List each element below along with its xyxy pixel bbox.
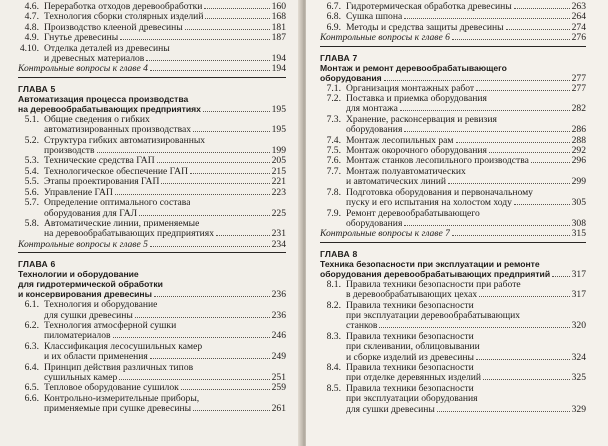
toc-entry [320, 115, 586, 125]
toc-entry [320, 405, 586, 415]
entry-title: Общие сведения о гибких [44, 114, 150, 125]
entry-number: 8.5. [326, 382, 341, 394]
leader-dots [185, 29, 270, 30]
toc-entry [18, 300, 286, 310]
chapter-title-line [18, 289, 286, 300]
toc-entry [320, 136, 586, 146]
entry-title: Контрольные вопросы к главе 7 [320, 229, 450, 240]
entry-title: для сушки древесины [44, 310, 133, 321]
entry-page-number: 181 [271, 21, 286, 33]
entry-page-number: 276 [571, 32, 586, 44]
toc-entry [18, 136, 286, 146]
toc-entry [320, 177, 586, 187]
entry-page-number: 194 [271, 63, 286, 75]
entry-page-number: 231 [271, 228, 286, 240]
entry-title: Гидротермическая обработка древесины [346, 2, 512, 12]
toc-entry [18, 12, 286, 22]
entry-number: 5.8. [24, 217, 39, 229]
entry-title: при эксплуатации деревообрабатывающих [346, 310, 521, 321]
toc-entry [320, 219, 586, 229]
chapter-title-line: Техника безопасности при эксплуатации и ремонте [320, 258, 540, 269]
chapter-title-line: Автоматизация процесса производства [18, 93, 189, 104]
entry-title: Технология и оборудование [44, 300, 158, 311]
leader-dots [115, 194, 270, 195]
toc-questions-entry [18, 240, 286, 250]
toc-entry [320, 394, 586, 404]
entry-title: сушильных камер [44, 372, 118, 383]
chapter-title-text: оборудования [320, 72, 382, 83]
entry-title: оборудования [346, 125, 403, 136]
entry-title: Правила техники безопасности [346, 331, 474, 342]
leader-dots [476, 90, 570, 91]
toc-entry [320, 84, 586, 94]
entry-title: Правила техники безопасности при работе [346, 279, 521, 290]
entry-number: 5.1. [24, 113, 39, 125]
toc-entry [18, 331, 286, 341]
entry-title: Отделка деталей из древесины [44, 43, 170, 54]
entry-number: 4.8. [24, 21, 39, 33]
toc-entry [18, 2, 286, 12]
leader-dots [119, 379, 269, 380]
toc-entry [320, 94, 586, 104]
entry-number: 5.4. [24, 165, 39, 177]
entry-title: Технология сборки столярных изделий [44, 12, 204, 23]
entry-title: автоматизированных производствах [44, 125, 192, 136]
toc-entry [320, 363, 586, 373]
divider [320, 46, 586, 47]
toc-entry [320, 125, 586, 135]
entry-title: Монтаж станков лесопильного производства [346, 156, 529, 167]
toc-entry [320, 384, 586, 394]
chapter-6 [18, 259, 286, 414]
entry-number: 6.2. [24, 319, 39, 331]
toc-entry [18, 167, 286, 177]
entry-page-number: 246 [271, 330, 286, 342]
entry-title: при эксплуатации оборудования [346, 394, 478, 405]
chapter-title-line: Монтаж и ремонт деревообрабатывающего [320, 62, 507, 73]
leader-dots [476, 359, 570, 360]
entry-page-number: 282 [571, 103, 586, 115]
entry-title: Структура гибких автоматизированных [44, 135, 206, 146]
toc-entry [18, 321, 286, 331]
toc-questions-entry [320, 33, 586, 43]
toc-entry [320, 342, 586, 352]
entry-number: 7.9. [326, 207, 341, 219]
entry-title: и их области применения [44, 352, 148, 363]
entry-page-number: 199 [271, 145, 286, 157]
leader-dots [150, 70, 270, 71]
toc-entry [320, 198, 586, 208]
entry-number: 6.6. [24, 392, 39, 404]
entry-number: 7.3. [326, 113, 341, 125]
chapter-title-text: на деревообрабатывающих предприятиях [18, 103, 201, 114]
entry-page-number: 308 [571, 217, 586, 229]
entry-number: 5.3. [24, 155, 39, 167]
toc-entry [320, 104, 586, 114]
entry-title: Контрольные вопросы к главе 6 [320, 33, 450, 44]
entry-title: Правила техники безопасности [346, 362, 474, 373]
toc-entry [320, 156, 586, 166]
chapter-page-number: 317 [571, 268, 586, 280]
toc-entry [320, 321, 586, 331]
entry-page-number: 205 [271, 155, 286, 167]
entry-number: 7.2. [326, 93, 341, 105]
leader-dots [193, 410, 269, 411]
entry-title: Контрольные вопросы к главе 5 [18, 239, 148, 250]
toc-entry [320, 353, 586, 363]
chapter-page-number: 195 [271, 103, 286, 115]
divider [320, 242, 586, 243]
entry-page-number: 296 [571, 155, 586, 167]
leader-dots [506, 29, 570, 30]
entry-title: Производство клееной древесины [44, 22, 183, 33]
leader-dots [384, 80, 570, 81]
entry-title: Монтаж лесопильных рам [346, 135, 454, 146]
leader-dots [193, 131, 270, 132]
entry-title: Автоматические линии, применяемые [44, 218, 200, 229]
entry-title: Переработка отходов деревообработки [44, 2, 203, 12]
entry-title: Технические средства ГАП [44, 156, 155, 167]
entry-title: Поставка и приемка оборудования [346, 94, 487, 105]
entry-number: 5.2. [24, 134, 39, 146]
toc-entry [18, 54, 286, 64]
entry-page-number: 251 [271, 371, 286, 383]
leader-dots [157, 162, 270, 163]
toc-entry [320, 209, 586, 219]
entry-title: Правила техники безопасности [346, 383, 474, 394]
entry-number: 5.6. [24, 186, 39, 198]
entry-title: Технология атмосферной сушки [44, 320, 177, 331]
leader-dots [448, 183, 570, 184]
leader-dots [150, 246, 270, 247]
leader-dots [120, 39, 269, 40]
entry-page-number: 225 [271, 207, 286, 219]
chapter-8 [320, 249, 586, 415]
entry-page-number: 292 [571, 145, 586, 157]
toc-entry [320, 2, 586, 12]
entry-page-number: 234 [271, 238, 286, 250]
entry-page-number: 215 [271, 165, 286, 177]
leader-dots [161, 183, 269, 184]
entry-title: Принцип действия различных типов [44, 362, 194, 373]
entry-page-number: 299 [571, 176, 586, 188]
entry-page-number: 305 [571, 197, 586, 209]
entry-title: при отделке деревянных изделий [346, 373, 482, 384]
entry-page-number: 160 [271, 1, 286, 12]
toc-entry [18, 209, 286, 219]
toc-entry [18, 23, 286, 33]
leader-dots [400, 110, 570, 111]
toc-entry [320, 311, 586, 321]
chapter-7 [320, 53, 586, 240]
leader-dots [552, 276, 569, 277]
entry-number: 4.9. [24, 32, 39, 44]
entry-number: 8.4. [326, 361, 341, 373]
entry-title: Управление ГАП [44, 187, 113, 198]
chapter-title-line [320, 269, 586, 280]
leader-dots [514, 204, 570, 205]
toc-entry [18, 115, 286, 125]
entry-page-number: 288 [571, 134, 586, 146]
entry-number: 4.10. [19, 42, 39, 54]
leader-dots [146, 60, 269, 61]
entry-number: 6.9. [326, 21, 341, 33]
toc-entry [18, 404, 286, 414]
left-page [0, 0, 302, 446]
toc-entry [18, 352, 286, 362]
entry-page-number: 274 [571, 21, 586, 33]
leader-dots [97, 152, 270, 153]
entry-page-number: 194 [271, 53, 286, 65]
entry-number: 8.1. [326, 278, 341, 290]
leader-dots [404, 225, 569, 226]
entry-title: Гнутье древесины [44, 33, 119, 44]
entry-number: 7.6. [326, 155, 341, 167]
entry-page-number: 223 [271, 186, 286, 198]
chapter-title-text: и консервирования древесины [18, 289, 152, 300]
entry-page-number: 286 [571, 124, 586, 136]
toc-questions-entry [320, 229, 586, 239]
toc-entry [320, 290, 586, 300]
leader-dots [139, 215, 269, 216]
toc-entry [320, 12, 586, 22]
entry-number: 6.1. [24, 299, 39, 311]
toc-entry [18, 198, 286, 208]
entry-number: 4.7. [24, 11, 39, 23]
leader-dots [154, 296, 270, 297]
toc-entry [18, 33, 286, 43]
entry-page-number: 168 [271, 11, 286, 23]
entry-title: оборудования [346, 218, 403, 229]
entry-title: оборудования для ГАЛ [44, 208, 138, 219]
chapter-label: ГЛАВА 8 [320, 248, 358, 259]
entry-page-number: 264 [571, 11, 586, 23]
entry-title: при склеивании, облицовывании [346, 342, 480, 353]
chapter-label: ГЛАВА 7 [320, 52, 358, 63]
entry-title: Контрольно-измерительные приборы, [44, 393, 200, 404]
leader-dots [483, 379, 570, 380]
entry-title: производств [44, 146, 95, 157]
entry-page-number: 263 [571, 1, 586, 12]
leader-dots [479, 296, 569, 297]
entry-page-number: 325 [571, 372, 586, 384]
entry-title: для сушки древесины [346, 404, 435, 415]
toc-entry [320, 301, 586, 311]
leader-dots [452, 235, 570, 236]
toc-entry [320, 332, 586, 342]
toc-entry [18, 188, 286, 198]
entry-title: Монтаж полуавтоматических [346, 166, 466, 177]
entry-page-number: 324 [571, 351, 586, 363]
entry-page-number: 320 [571, 320, 586, 332]
chapter-page-number: 277 [571, 72, 586, 84]
entry-title: Ремонт деревообрабатывающего [346, 208, 480, 219]
entry-page-number: 259 [271, 382, 286, 394]
entry-title: Контрольные вопросы к главе 4 [18, 64, 148, 75]
leader-dots [203, 111, 270, 112]
entry-number: 7.4. [326, 134, 341, 146]
entry-number: 7.8. [326, 186, 341, 198]
chapter-label: ГЛАВА 6 [18, 259, 56, 270]
toc-entry [18, 125, 286, 135]
leader-dots [204, 8, 269, 9]
toc-entry [18, 44, 286, 54]
divider [18, 252, 286, 253]
toc-entry [18, 342, 286, 352]
entry-title: и автоматических линий [346, 177, 446, 188]
toc-entry [18, 146, 286, 156]
right-top-entries [320, 2, 586, 44]
toc-entry [320, 167, 586, 177]
entry-page-number: 236 [271, 309, 286, 321]
toc-entry [320, 373, 586, 383]
entry-title: станков [346, 321, 378, 332]
leader-dots [379, 327, 569, 328]
leader-dots [404, 131, 569, 132]
entry-number: 7.7. [326, 165, 341, 177]
entry-number: 7.1. [326, 82, 341, 94]
leader-dots [190, 173, 270, 174]
entry-number: 4.6. [24, 1, 39, 12]
toc-entry [320, 23, 586, 33]
leader-dots [113, 337, 270, 338]
toc-entry [18, 219, 286, 229]
entry-title: Хранение, расконсервация и ревизия [346, 114, 497, 125]
leader-dots [150, 358, 270, 359]
left-top-entries [18, 2, 286, 75]
chapter-title-line [18, 104, 286, 115]
toc-entry [18, 177, 286, 187]
toc-entry [320, 146, 586, 156]
chapter-title-line: для гидротермической обработки [18, 279, 163, 290]
entry-title: Определение оптимального состава [44, 198, 191, 209]
entry-number: 6.8. [326, 11, 341, 23]
leader-dots [452, 39, 570, 40]
entry-title: применяемые при сушке древесины [44, 404, 192, 415]
entry-title: Технологическое обеспечение ГАП [44, 166, 189, 177]
toc-entry [18, 156, 286, 166]
leader-dots [216, 235, 270, 236]
entry-title: Этапы проектирования ГАП [44, 177, 160, 188]
chapter-title-line [320, 73, 586, 84]
entry-page-number: 329 [571, 403, 586, 415]
toc-entry [320, 188, 586, 198]
leader-dots [531, 162, 570, 163]
entry-title: Методы и средства защиты древесины [346, 22, 504, 33]
entry-title: в деревообрабатывающих цехах [346, 290, 478, 301]
entry-page-number: 187 [271, 32, 286, 44]
entry-page-number: 277 [571, 82, 586, 94]
entry-title: пиломатериалов [44, 331, 111, 342]
entry-title: Организация монтажных работ [346, 83, 475, 94]
entry-number: 6.5. [24, 382, 39, 394]
chapter-label: ГЛАВА 5 [18, 83, 56, 94]
entry-page-number: 261 [271, 403, 286, 415]
leader-dots [514, 8, 570, 9]
leader-dots [404, 18, 569, 19]
leader-dots [456, 142, 570, 143]
entry-title: для монтажа [346, 104, 398, 115]
toc-entry [18, 363, 286, 373]
divider [18, 77, 286, 78]
entry-title: и древесных материалов [44, 54, 145, 65]
entry-title: пуску и его испытания на холостом ходу [346, 198, 512, 209]
leader-dots [135, 317, 270, 318]
leader-dots [181, 389, 270, 390]
leader-dots [437, 411, 570, 412]
entry-page-number: 195 [271, 124, 286, 136]
chapter-title-text: оборудования деревообрабатывающих предприятий [320, 268, 551, 279]
entry-title: Тепловое оборудование сушилок [44, 383, 179, 394]
entry-title: Классификация лесосушильных камер [44, 341, 203, 352]
chapter-5 [18, 84, 286, 250]
entry-number: 6.4. [24, 361, 39, 373]
entry-title: Подготовка оборудования и первоначальному [346, 187, 533, 198]
entry-title: на деревообрабатывающих предприятиях [44, 229, 215, 240]
entry-number: 7.5. [326, 145, 341, 157]
chapter-title-line: Технологии и оборудование [18, 269, 139, 280]
entry-title: Монтаж окорочного оборудования [346, 146, 487, 157]
entry-number: 6.7. [326, 1, 341, 12]
toc-entry [18, 311, 286, 321]
entry-number: 6.3. [24, 340, 39, 352]
toc-questions-entry [18, 64, 286, 74]
entry-number: 8.2. [326, 299, 341, 311]
entry-number: 5.5. [24, 176, 39, 188]
leader-dots [489, 152, 570, 153]
toc-entry [18, 394, 286, 404]
entry-title: Сушка шпона [346, 12, 403, 23]
entry-title: и сборке изделий из древесины [346, 352, 475, 363]
right-page [306, 0, 608, 446]
entry-number: 5.7. [24, 197, 39, 209]
chapter-page-number: 236 [271, 289, 286, 301]
toc-entry [18, 373, 286, 383]
entry-page-number: 249 [271, 351, 286, 363]
toc-entry [320, 280, 586, 290]
leader-dots [205, 18, 269, 19]
toc-entry [18, 383, 286, 393]
entry-page-number: 317 [571, 289, 586, 301]
entry-title: Правила техники безопасности [346, 300, 474, 311]
entry-page-number: 315 [571, 228, 586, 240]
entry-number: 8.3. [326, 330, 341, 342]
entry-page-number: 221 [271, 176, 286, 188]
toc-entry [18, 229, 286, 239]
